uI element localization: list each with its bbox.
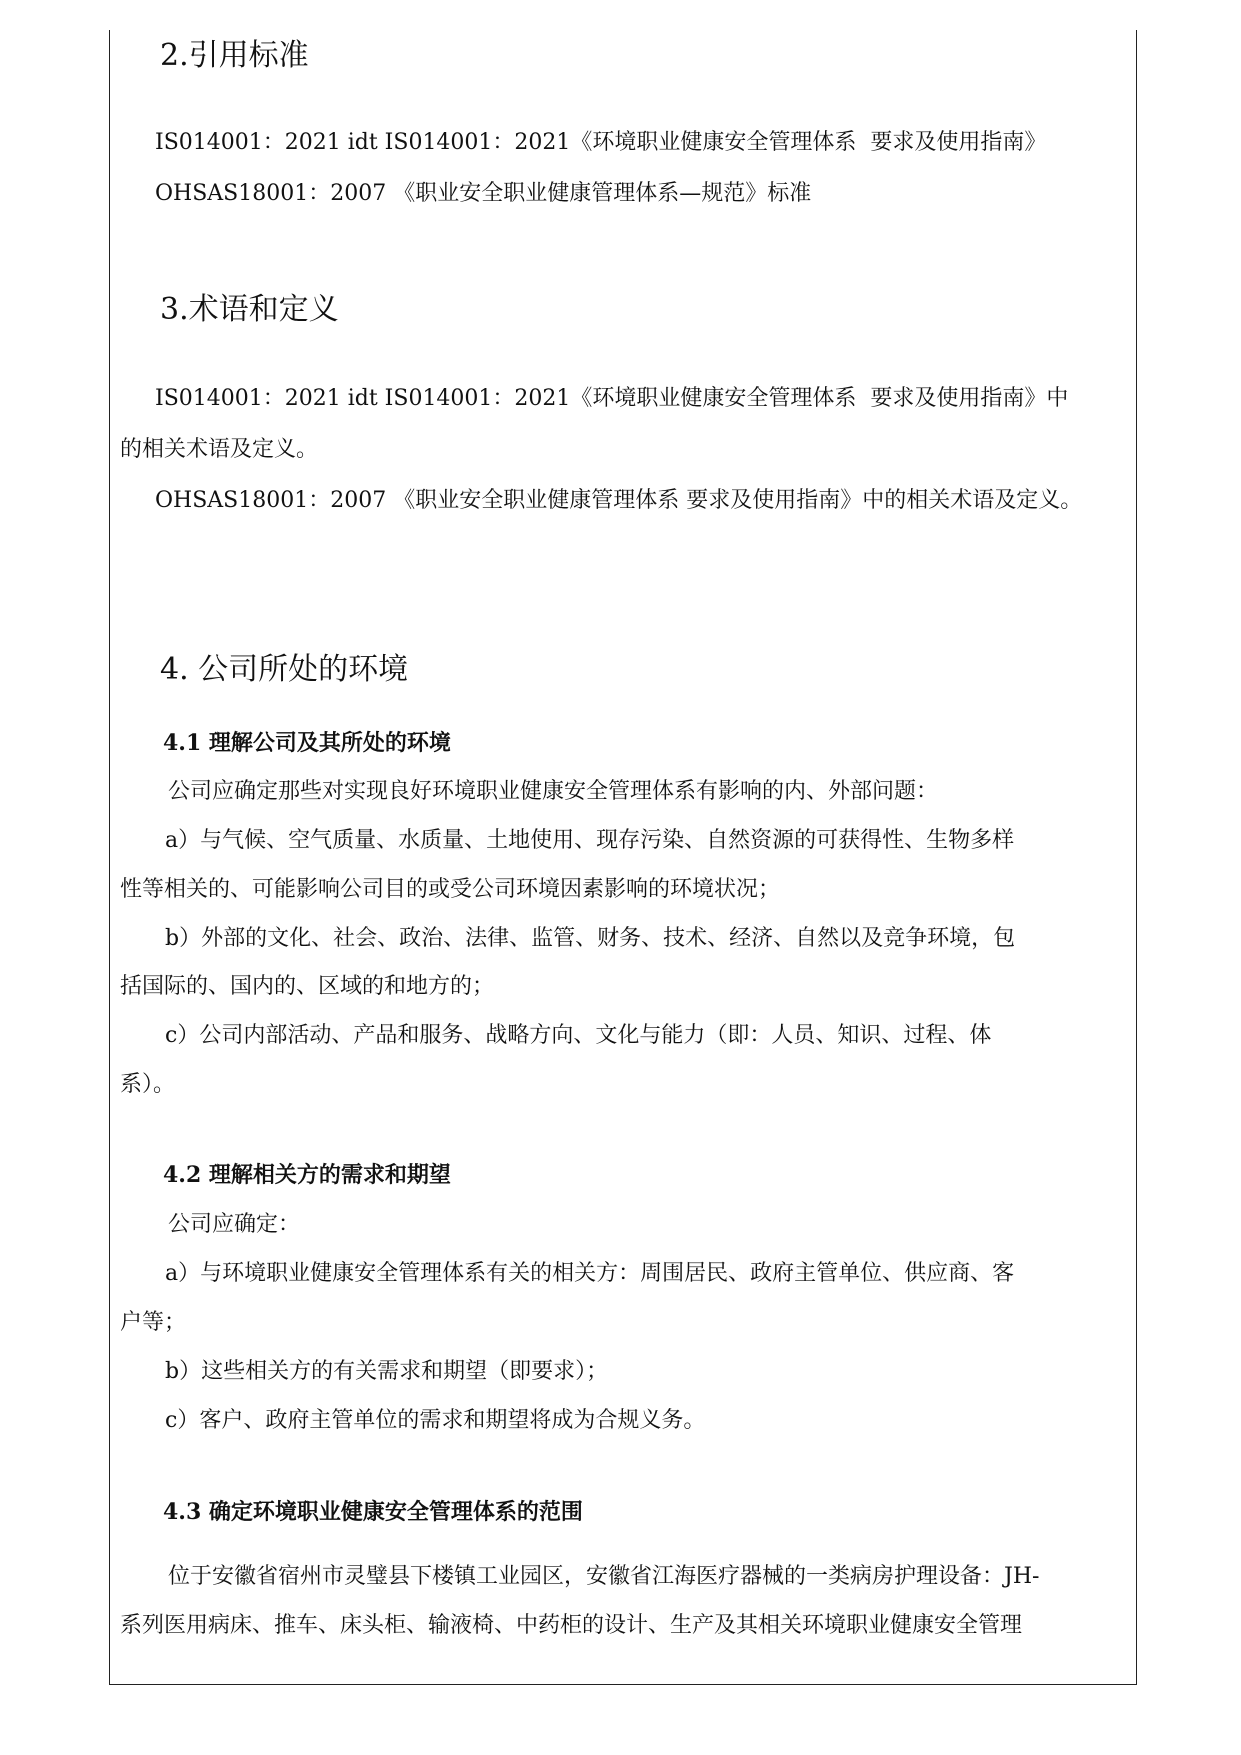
section-3-line-2: 的相关术语及定义。 bbox=[120, 437, 319, 462]
section-2-line-2: OHSAS18001：2007 《职业安全职业健康管理体系—规范》标准 bbox=[155, 181, 812, 206]
section-4-2-line-2: a）与环境职业健康安全管理体系有关的相关方：周围居民、政府主管单位、供应商、客 bbox=[165, 1261, 1015, 1286]
section-4-1-line-1: 公司应确定那些对实现良好环境职业健康安全管理体系有影响的内、外部问题： bbox=[168, 779, 939, 804]
section-4-3-heading: 4.3 确定环境职业健康安全管理体系的范围 bbox=[163, 1499, 583, 1525]
section-4-2-line-4: b）这些相关方的有关需求和期望（即要求）； bbox=[165, 1359, 609, 1384]
section-4-1-line-2: a）与气候、空气质量、水质量、土地使用、现存污染、自然资源的可获得性、生物多样 bbox=[165, 828, 1015, 853]
section-3-line-1: IS014001：2021 idt IS014001：2021《环境职业健康安全管理体系 要求及使用指南》中 bbox=[155, 386, 1069, 411]
section-4-2-line-1: 公司应确定： bbox=[168, 1212, 301, 1237]
section-2-heading: 2.引用标准 bbox=[160, 38, 309, 73]
section-3-heading: 3.术语和定义 bbox=[160, 292, 339, 327]
section-4-1-line-6: c）公司内部活动、产品和服务、战略方向、文化与能力（即：人员、知识、过程、体 bbox=[165, 1023, 992, 1048]
section-2-line-1: IS014001：2021 idt IS014001：2021《环境职业健康安全管理体系 要求及使用指南》 bbox=[155, 130, 1047, 155]
section-4-1-heading: 4.1 理解公司及其所处的环境 bbox=[163, 730, 451, 756]
section-4-1-line-7: 系）。 bbox=[120, 1072, 176, 1097]
section-4-1-line-4: b）外部的文化、社会、政治、法律、监管、财务、技术、经济、自然以及竞争环境，包 bbox=[165, 926, 1016, 951]
section-4-3-line-2: 系列医用病床、推车、床头柜、输液椅、中药柜的设计、生产及其相关环境职业健康安全管理 bbox=[120, 1613, 1023, 1638]
section-4-2-line-3: 户等； bbox=[120, 1310, 187, 1335]
section-4-3-line-1: 位于安徽省宿州市灵璧县下楼镇工业园区，安徽省江海医疗器械的一类病房护理设备：JH- bbox=[168, 1564, 1040, 1589]
section-4-1-line-3: 性等相关的、可能影响公司目的或受公司环境因素影响的环境状况； bbox=[120, 877, 781, 902]
section-4-heading: 4. 公司所处的环境 bbox=[160, 652, 409, 687]
section-4-2-heading: 4.2 理解相关方的需求和期望 bbox=[163, 1162, 451, 1188]
section-4-1-line-5: 括国际的、国内的、区域的和地方的； bbox=[120, 974, 495, 999]
section-3-line-3: OHSAS18001：2007 《职业安全职业健康管理体系 要求及使用指南》中的相关术语及定义。 bbox=[155, 488, 1083, 513]
section-4-2-line-5: c）客户、政府主管单位的需求和期望将成为合规义务。 bbox=[165, 1408, 706, 1433]
document-frame bbox=[109, 30, 1137, 1685]
